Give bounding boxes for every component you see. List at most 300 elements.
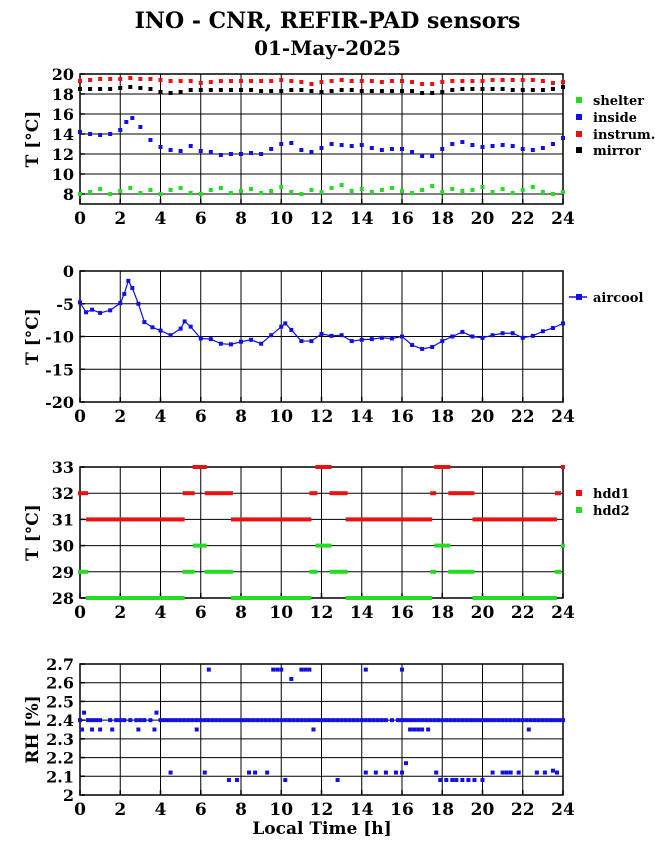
- data-point: [229, 88, 233, 92]
- data-point: [215, 718, 219, 722]
- legend-marker: [576, 507, 582, 513]
- data-point: [430, 184, 434, 188]
- data-point: [336, 778, 340, 782]
- data-point: [440, 190, 444, 194]
- data-point: [481, 185, 485, 189]
- panel-relative-humidity: [23, 655, 575, 820]
- data-point: [440, 80, 444, 84]
- data-point: [390, 186, 394, 190]
- data-point: [287, 718, 291, 722]
- data-point: [549, 718, 553, 722]
- x-tick-label: 12: [309, 407, 334, 427]
- data-segment: [330, 570, 348, 574]
- data-point: [412, 728, 416, 732]
- data-point: [183, 319, 187, 323]
- data-point: [152, 728, 156, 732]
- data-point: [438, 778, 442, 782]
- data-point: [481, 145, 485, 149]
- data-segment: [430, 570, 436, 574]
- x-tick-label: 6: [194, 407, 207, 427]
- data-point: [247, 771, 251, 775]
- data-point: [84, 310, 88, 314]
- data-point: [356, 718, 360, 722]
- data-point: [430, 345, 434, 349]
- data-point: [78, 718, 82, 722]
- data-point: [136, 302, 140, 306]
- data-point: [561, 85, 565, 89]
- data-point: [450, 88, 454, 92]
- data-point: [289, 141, 293, 145]
- data-point: [299, 88, 303, 92]
- x-tick-label: 4: [154, 209, 167, 229]
- data-point: [309, 150, 313, 154]
- data-point: [219, 718, 223, 722]
- data-point: [283, 321, 287, 325]
- data-point: [460, 718, 464, 722]
- panel-sensor-temperatures: [23, 65, 655, 229]
- data-point: [521, 188, 525, 192]
- data-point: [269, 189, 273, 193]
- legend-label: instrum.: [593, 128, 655, 143]
- data-point: [179, 90, 183, 94]
- data-point: [126, 279, 130, 283]
- data-point: [489, 718, 493, 722]
- data-point: [98, 87, 102, 91]
- data-point: [191, 718, 195, 722]
- data-point: [350, 88, 354, 92]
- data-point: [320, 718, 324, 722]
- data-segment: [183, 491, 195, 495]
- data-point: [551, 87, 555, 91]
- data-segment: [205, 570, 233, 574]
- data-segment: [241, 517, 311, 521]
- data-point: [136, 728, 140, 732]
- data-point: [561, 190, 565, 194]
- data-segment: [448, 570, 474, 574]
- data-point: [420, 82, 424, 86]
- x-tick-label: 8: [235, 603, 247, 623]
- data-point: [98, 77, 102, 81]
- x-tick-label: 10: [269, 407, 294, 427]
- y-tick-label: 2.1: [46, 767, 74, 787]
- data-point: [199, 192, 203, 196]
- data-point: [330, 186, 334, 190]
- x-tick-label: 8: [235, 209, 247, 229]
- x-tick-label: 2: [114, 603, 127, 623]
- data-segment: [193, 544, 207, 548]
- data-point: [279, 718, 283, 722]
- data-point: [440, 147, 444, 151]
- data-point: [531, 185, 535, 189]
- data-point: [344, 718, 348, 722]
- data-point: [78, 300, 82, 304]
- data-point: [481, 718, 485, 722]
- data-point: [227, 718, 231, 722]
- data-point: [239, 189, 243, 193]
- x-tick-label: 14: [349, 603, 374, 623]
- data-point: [420, 154, 424, 158]
- data-point: [340, 78, 344, 82]
- data-segment: [472, 596, 557, 600]
- data-point: [468, 718, 472, 722]
- data-point: [169, 79, 173, 83]
- data-point: [551, 769, 555, 773]
- y-tick-label: 20: [51, 65, 74, 84]
- data-point: [436, 718, 440, 722]
- data-point: [263, 718, 267, 722]
- data-point: [372, 718, 376, 722]
- x-tick-label: 24: [551, 603, 575, 623]
- data-point: [86, 718, 90, 722]
- data-point: [505, 718, 509, 722]
- data-point: [330, 89, 334, 93]
- data-point: [148, 718, 152, 722]
- data-point: [561, 80, 565, 84]
- data-point: [142, 718, 146, 722]
- data-point: [118, 718, 122, 722]
- data-point: [380, 80, 384, 84]
- data-point: [88, 132, 92, 136]
- data-point: [521, 88, 525, 92]
- y-tick-label: -10: [45, 327, 74, 347]
- data-point: [481, 778, 485, 782]
- data-point: [259, 191, 263, 195]
- legend-marker: [576, 97, 582, 103]
- data-point: [328, 718, 332, 722]
- data-point: [541, 79, 545, 83]
- y-tick-label: 30: [51, 536, 74, 556]
- data-point: [189, 191, 193, 195]
- y-tick-label: 33: [51, 458, 74, 477]
- x-tick-label: 14: [349, 209, 374, 229]
- data-point: [364, 771, 368, 775]
- data-point: [529, 718, 533, 722]
- y-axis-label: RH [%]: [23, 695, 43, 764]
- data-point: [299, 339, 303, 343]
- data-point: [501, 143, 505, 147]
- panel-hdd-temperatures: [23, 458, 630, 623]
- data-point: [78, 79, 82, 83]
- data-point: [279, 668, 283, 672]
- data-segment: [448, 491, 474, 495]
- data-point: [432, 718, 436, 722]
- data-point: [239, 152, 243, 156]
- data-point: [511, 144, 515, 148]
- data-point: [472, 718, 476, 722]
- data-point: [390, 147, 394, 151]
- data-point: [541, 88, 545, 92]
- data-segment: [346, 517, 433, 521]
- data-point: [283, 778, 287, 782]
- data-segment: [78, 570, 88, 574]
- data-point: [320, 146, 324, 150]
- y-tick-label: 2.2: [46, 748, 74, 768]
- data-point: [159, 192, 163, 196]
- x-tick-label: 4: [154, 407, 167, 427]
- data-point: [420, 718, 424, 722]
- data-point: [243, 718, 247, 722]
- data-point: [551, 81, 555, 85]
- data-point: [400, 668, 404, 672]
- data-point: [450, 335, 454, 339]
- data-point: [537, 718, 541, 722]
- y-tick-label: 2.6: [46, 673, 74, 693]
- y-axis-label: T [°C]: [23, 504, 43, 561]
- data-point: [384, 718, 388, 722]
- x-tick-label: 4: [154, 603, 167, 623]
- data-point: [219, 88, 223, 92]
- x-tick-label: 6: [194, 209, 207, 229]
- x-tick-label: 18: [430, 209, 455, 229]
- data-point: [501, 771, 505, 775]
- data-point: [340, 333, 344, 337]
- data-point: [118, 189, 122, 193]
- data-point: [138, 191, 142, 195]
- data-point: [235, 778, 239, 782]
- y-tick-label: 0: [62, 262, 74, 281]
- data-point: [535, 771, 539, 775]
- x-tick-label: 10: [269, 209, 294, 229]
- data-point: [309, 89, 313, 93]
- data-point: [370, 146, 374, 150]
- data-point: [249, 151, 253, 155]
- x-tick-label: 20: [470, 209, 495, 229]
- data-point: [531, 148, 535, 152]
- data-point: [505, 771, 509, 775]
- data-point: [340, 183, 344, 187]
- data-point: [460, 189, 464, 193]
- data-segment: [555, 570, 561, 574]
- data-point: [203, 771, 207, 775]
- data-point: [219, 186, 223, 190]
- data-point: [400, 79, 404, 83]
- data-point: [420, 188, 424, 192]
- x-tick-label: 18: [430, 603, 455, 623]
- data-point: [229, 79, 233, 83]
- x-tick-label: 2: [114, 800, 127, 820]
- data-point: [440, 718, 444, 722]
- data-point: [299, 192, 303, 196]
- x-tick-label: 8: [235, 800, 247, 820]
- data-point: [370, 337, 374, 341]
- data-segment: [86, 596, 185, 600]
- data-point: [350, 144, 354, 148]
- data-point: [481, 336, 485, 340]
- x-tick-label: 16: [390, 209, 414, 229]
- data-point: [531, 88, 535, 92]
- data-segment: [346, 596, 433, 600]
- data-point: [98, 728, 102, 732]
- data-point: [501, 87, 505, 91]
- data-point: [183, 718, 187, 722]
- data-point: [360, 143, 364, 147]
- data-point: [289, 88, 293, 92]
- y-axis-label: T [°C]: [23, 110, 43, 168]
- data-segment: [241, 596, 311, 600]
- x-tick-label: 12: [309, 209, 334, 229]
- x-tick-label: 16: [390, 603, 414, 623]
- x-tick-label: 20: [470, 800, 495, 820]
- data-point: [430, 154, 434, 158]
- data-point: [138, 718, 142, 722]
- data-point: [122, 718, 126, 722]
- data-point: [249, 79, 253, 83]
- data-point: [408, 728, 412, 732]
- data-point: [219, 153, 223, 157]
- data-point: [279, 89, 283, 93]
- x-tick-label: 2: [114, 209, 127, 229]
- data-point: [400, 189, 404, 193]
- data-point: [533, 718, 537, 722]
- y-tick-label: 2.3: [46, 729, 74, 749]
- data-point: [360, 718, 364, 722]
- data-point: [450, 79, 454, 83]
- data-point: [259, 718, 263, 722]
- data-point: [247, 718, 251, 722]
- data-point: [440, 90, 444, 94]
- legend-marker: [576, 114, 582, 120]
- data-segment: [315, 465, 331, 469]
- data-point: [108, 77, 112, 81]
- data-point: [118, 128, 122, 132]
- data-point: [501, 718, 505, 722]
- data-point: [189, 88, 193, 92]
- legend-label: hdd2: [593, 504, 630, 519]
- y-tick-label: -15: [45, 360, 74, 380]
- data-point: [396, 718, 400, 722]
- data-point: [491, 87, 495, 91]
- x-tick-label: 18: [430, 407, 455, 427]
- data-point: [444, 718, 448, 722]
- data-point: [128, 76, 132, 80]
- data-point: [470, 79, 474, 83]
- data-point: [332, 718, 336, 722]
- x-tick-label: 22: [510, 407, 535, 427]
- data-point: [428, 718, 432, 722]
- data-point: [511, 331, 515, 335]
- data-point: [279, 78, 283, 82]
- data-point: [400, 335, 404, 339]
- data-segment: [231, 596, 241, 600]
- data-point: [271, 718, 275, 722]
- data-point: [440, 339, 444, 343]
- data-point: [239, 88, 243, 92]
- data-point: [195, 718, 199, 722]
- y-tick-label: -5: [56, 294, 74, 314]
- data-point: [275, 718, 279, 722]
- data-point: [364, 718, 368, 722]
- chart-date-subtitle: 01-May-2025: [254, 36, 401, 60]
- data-point: [251, 718, 255, 722]
- data-point: [430, 91, 434, 95]
- data-point: [169, 333, 173, 337]
- data-point: [543, 771, 547, 775]
- data-point: [110, 728, 114, 732]
- data-point: [289, 190, 293, 194]
- legend-label: hdd1: [593, 487, 630, 502]
- data-point: [545, 718, 549, 722]
- data-point: [108, 308, 112, 312]
- data-point: [491, 144, 495, 148]
- data-point: [163, 718, 167, 722]
- data-point: [336, 718, 340, 722]
- y-tick-label: 2: [62, 786, 74, 805]
- data-point: [460, 330, 464, 334]
- data-point: [307, 718, 311, 722]
- data-point: [169, 188, 173, 192]
- data-point: [209, 150, 213, 154]
- legend-marker: [576, 294, 582, 300]
- data-point: [295, 718, 299, 722]
- data-point: [476, 718, 480, 722]
- data-point: [416, 718, 420, 722]
- data-point: [175, 718, 179, 722]
- data-point: [279, 142, 283, 146]
- data-point: [179, 186, 183, 190]
- data-segment: [231, 517, 241, 521]
- data-point: [229, 152, 233, 156]
- x-tick-label: 10: [269, 603, 294, 623]
- data-point: [130, 116, 134, 120]
- data-point: [320, 190, 324, 194]
- data-point: [259, 342, 263, 346]
- x-tick-label: 0: [74, 603, 86, 623]
- data-point: [404, 718, 408, 722]
- data-point: [269, 147, 273, 151]
- data-point: [410, 150, 414, 154]
- data-point: [98, 133, 102, 137]
- data-segment: [555, 491, 561, 495]
- data-point: [430, 82, 434, 86]
- data-point: [330, 334, 334, 338]
- data-point: [299, 668, 303, 672]
- x-tick-label: 16: [390, 800, 414, 820]
- data-point: [416, 728, 420, 732]
- data-point: [269, 89, 273, 93]
- data-point: [315, 718, 319, 722]
- data-point: [309, 82, 313, 86]
- data-point: [209, 80, 213, 84]
- data-point: [309, 339, 313, 343]
- data-point: [267, 718, 271, 722]
- data-point: [128, 85, 132, 89]
- data-point: [420, 91, 424, 95]
- x-tick-label: 14: [349, 407, 374, 427]
- data-point: [553, 718, 557, 722]
- data-point: [460, 778, 464, 782]
- data-point: [239, 340, 243, 344]
- data-point: [380, 718, 384, 722]
- data-point: [209, 88, 213, 92]
- x-tick-label: 16: [390, 407, 414, 427]
- data-point: [348, 718, 352, 722]
- data-point: [531, 334, 535, 338]
- data-point: [324, 718, 328, 722]
- data-point: [78, 192, 82, 196]
- data-point: [169, 771, 173, 775]
- data-point: [199, 718, 203, 722]
- data-segment: [434, 544, 450, 548]
- data-point: [517, 718, 521, 722]
- data-point: [108, 87, 112, 91]
- data-point: [450, 778, 454, 782]
- data-point: [541, 718, 545, 722]
- data-point: [169, 148, 173, 152]
- data-point: [219, 79, 223, 83]
- data-point: [491, 333, 495, 337]
- data-point: [269, 333, 273, 337]
- data-point: [275, 668, 279, 672]
